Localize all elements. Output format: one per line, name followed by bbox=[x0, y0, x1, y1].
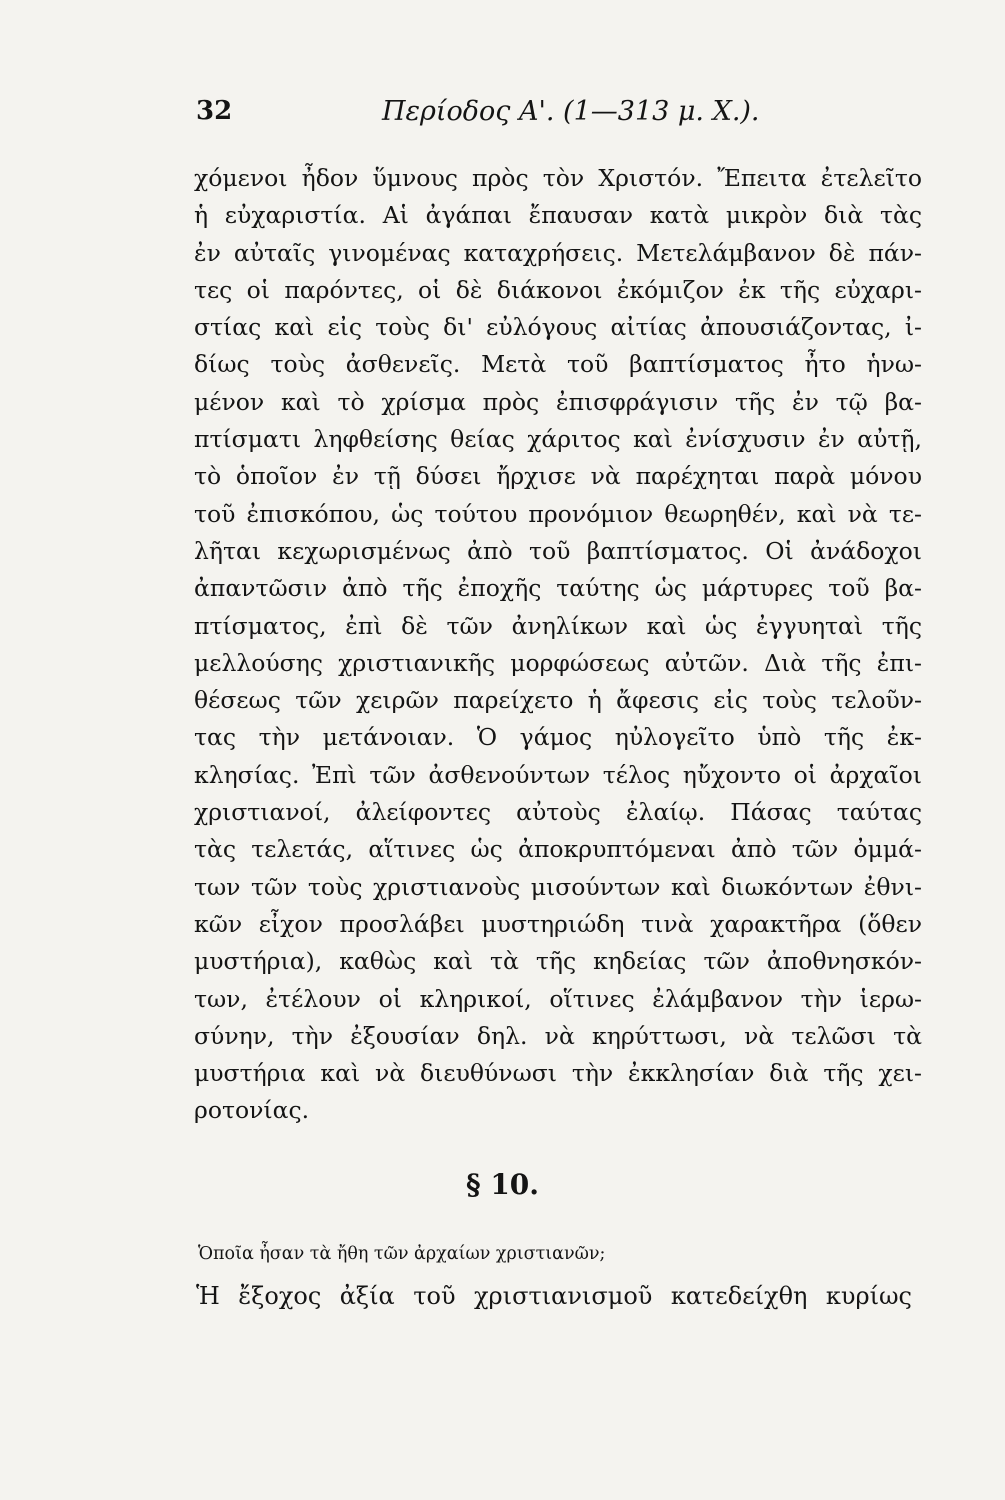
text-line: ἡ εὐχαριστία. Αἱ ἀγάπαι ἔπαυσαν κατὰ μικρὸν διὰ τὰς bbox=[194, 201, 922, 230]
text-line: μυστήρια καὶ νὰ διευθύνωσι τὴν ἐκκλησίαν διὰ τῆς χει- bbox=[194, 1059, 922, 1088]
text-line: ἀπαντῶσιν ἀπὸ τῆς ἐποχῆς ταύτης ὡς μάρτυρες τοῦ βα- bbox=[194, 574, 922, 603]
text-line: κῶν εἶχον προσλάβει μυστηριώδη τινὰ χαρακτῆρα (ὅθεν bbox=[194, 909, 922, 938]
running-head: Περίοδος Α'. (1—313 μ. Χ.). bbox=[382, 96, 760, 127]
text-line: λῆται κεχωρισμένως ἀπὸ τοῦ βαπτίσματος. Οἱ ἀνάδοχοι bbox=[194, 536, 922, 565]
text-line: κλησίας. Ἐπὶ τῶν ἀσθενούντων τέλος ηὔχοντο οἱ ἀρχαῖοι bbox=[194, 760, 922, 789]
text-line: τὰς τελετάς, αἵτινες ὡς ἀποκρυπτόμεναι ἀπὸ τῶν ὀμμά- bbox=[194, 835, 922, 864]
text-line: μένον καὶ τὸ χρίσμα πρὸς ἐπισφράγισιν τῆς ἐν τῷ βα- bbox=[194, 387, 922, 416]
text-line: ἐν αὐταῖς γινομένας καταχρήσεις. Μετελάμβανον δὲ πάν- bbox=[194, 238, 922, 267]
page-header bbox=[196, 96, 916, 136]
text-line: πτίσματι ληφθείσης θείας χάριτος καὶ ἐνίσχυσιν ἐν αὐτῇ, bbox=[194, 425, 922, 454]
text-line: των, ἐτέλουν οἱ κληρικοί, οἵτινες ἐλάμβανον τὴν ἱερω- bbox=[194, 984, 922, 1013]
text-line: τες οἱ παρόντες, οἱ δὲ διάκονοι ἐκόμιζον ἐκ τῆς εὐχαρι- bbox=[194, 275, 922, 304]
text-line: μυστήρια), καθὼς καὶ τὰ τῆς κηδείας τῶν ἀποθνησκόν- bbox=[194, 947, 922, 976]
text-line: δίως τοὺς ἀσθενεῖς. Μετὰ τοῦ βαπτίσματος ἦτο ἡνω- bbox=[194, 350, 922, 379]
text-line: τὸ ὁποῖον ἐν τῇ δύσει ἤρχισε νὰ παρέχηται παρὰ μόνου bbox=[194, 462, 922, 491]
body-paragraph bbox=[194, 160, 922, 1130]
section-heading: § 10. bbox=[465, 1168, 540, 1201]
text-line: σύνην, τὴν ἐξουσίαν δηλ. νὰ κηρύττωσι, νὰ τελῶσι τὰ bbox=[194, 1021, 922, 1050]
section-opening-line: Ἡ ἔξοχος ἀξία τοῦ χριστιανισμοῦ κατεδείχθη κυρίως bbox=[196, 1282, 912, 1310]
text-line: τοῦ ἐπισκόπου, ὡς τούτου προνόμιον θεωρηθέν, καὶ νὰ τε- bbox=[194, 499, 922, 528]
text-line: πτίσματος, ἐπὶ δὲ τῶν ἀνηλίκων καὶ ὡς ἐγγυηταὶ τῆς bbox=[194, 611, 922, 640]
text-line: μελλούσης χριστιανικῆς μορφώσεως αὐτῶν. Διὰ τῆς ἐπι- bbox=[194, 648, 922, 677]
text-line: τας τὴν μετάνοιαν. Ὁ γάμος ηὐλογεῖτο ὑπὸ τῆς ἐκ- bbox=[194, 723, 922, 752]
text-line: χριστιανοί, ἀλείφοντες αὐτοὺς ἐλαίῳ. Πάσας ταύτας bbox=[194, 798, 922, 827]
section-question: Ὁποῖα ἦσαν τὰ ἤθη τῶν ἀρχαίων χριστιανῶν; bbox=[198, 1244, 606, 1264]
text-line: στίας καὶ εἰς τοὺς δι' εὐλόγους αἰτίας ἀπουσιάζοντας, ἰ- bbox=[194, 313, 922, 342]
text-line: θέσεως τῶν χειρῶν παρείχετο ἡ ἄφεσις εἰς τοὺς τελοῦν- bbox=[194, 686, 922, 715]
text-line: των τῶν τοὺς χριστιανοὺς μισούντων καὶ διωκόντων ἐθνι- bbox=[194, 872, 922, 901]
text-line: χόμενοι ἦδον ὕμνους πρὸς τὸν Χριστόν. Ἔπειτα ἐτελεῖτο bbox=[194, 164, 922, 192]
text-line: ροτονίας. bbox=[194, 1096, 310, 1125]
page-number: 32 bbox=[196, 96, 233, 126]
